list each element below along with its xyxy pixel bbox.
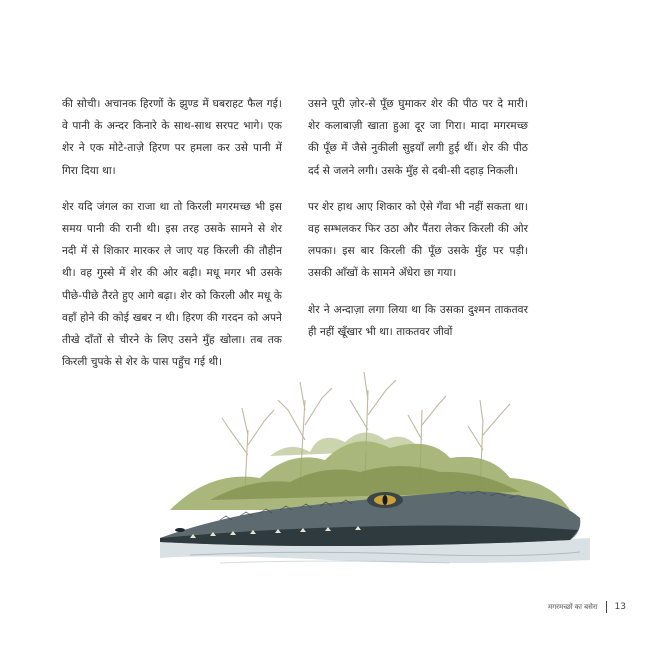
paragraph: पर शेर हाथ आए शिकार को ऐसे गँवा भी नहीं सकता था। वह सम्भलकर फिर उठा और पैंतरा लेकर किरली की ओर लपका। इस बार किरली की पूँछ उसके मुँह पर पड़ी। उसकी आँखों के सामने अँधेरा छा गया।	[308, 200, 528, 280]
paragraph: की सोची। अचानक हिरणों के झुण्ड में घबराहट फैल गई। वे पानी के अन्दर किनारे के साथ-साथ सरपट भागे। एक शेर ने एक मोटे-ताज़े हिरण पर हमला कर उसे पानी में गिरा दिया था।	[62, 98, 282, 177]
right-text-column	[308, 93, 528, 343]
page-footer	[548, 601, 626, 613]
page-number: 13	[614, 602, 626, 612]
paragraph: शेर यदि जंगल का राजा था तो किरली मगरमच्छ भी इस समय पानी की रानी थी। इस तरह उसके सामने से शेर नदी में से शिकार मारकर ले जाए यह किरली की तौहीन थी। वह गुस्से में शेर की ओर बढ़ी। मधू मगर भी उसके पीछे-पीछे तैरते हुए आगे बढ़ा। शेर को किरली और मधू के वहाँ होने की कोई खबर न थी। हिरण की गरदन को अपने तीखे दाँतों से चीरने के लिए उसने मुँह खोला। तब तक किरली चुपके से शेर के पास पहुँच गई थी।	[62, 200, 282, 369]
paragraph: उसने पूरी ज़ोर-से पूँछ घुमाकर शेर की पीठ पर दे मारी। शेर कलाबाज़ी खाता हुआ दूर जा गिरा। मादा मगरमच्छ की पूँछ में जैसे नुकीली सुइयाँ लगी हुई थीं। शेर की पीठ दर्द से जलने लगी। उसके मुँह से दबी-सी दहाड़ निकली।	[308, 98, 528, 177]
left-text-column	[62, 93, 282, 373]
footer-divider	[606, 601, 607, 613]
crocodile-eye-icon	[367, 492, 403, 508]
book-title: मगरमच्छों का बसेरा	[548, 602, 598, 611]
paragraph: शेर ने अन्दाज़ा लगा लिया था कि उसका दुश्मन ताकतवर ही नहीं खूँखार भी था। ताकतवर जीवों	[308, 303, 528, 338]
crocodile-illustration	[150, 360, 590, 590]
